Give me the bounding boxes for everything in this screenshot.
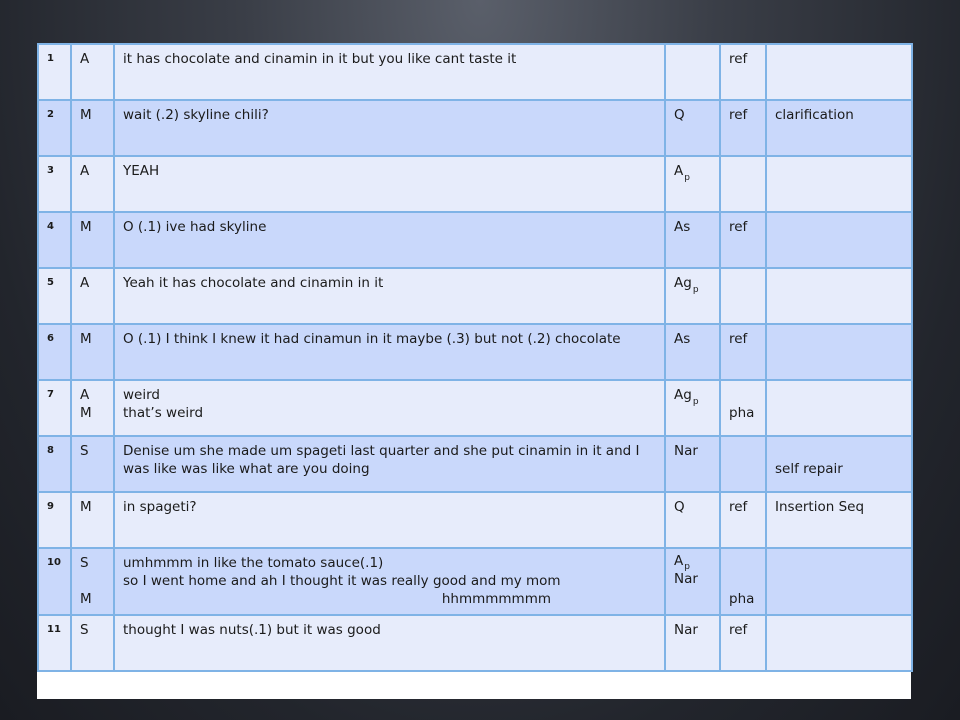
speech-act: As: [674, 219, 691, 235]
line-number: 10: [38, 548, 71, 615]
line-number: 1: [38, 44, 71, 100]
note-cell: [766, 615, 912, 671]
utterance-cell: [114, 436, 665, 492]
note: self repair: [775, 461, 843, 477]
ref-cell: [720, 324, 766, 380]
speech-act: Nar: [674, 443, 698, 459]
speaker: A: [80, 275, 90, 291]
ref-cell: [720, 548, 766, 615]
speech-act-cell: [665, 492, 720, 548]
note-cell: [766, 44, 912, 100]
speech-act-main: A: [674, 163, 684, 179]
speech-act-subscript: p: [692, 285, 699, 295]
note-cell: [766, 492, 912, 548]
speech-act-cell: [665, 268, 720, 324]
utterance-cell: [114, 268, 665, 324]
ref-cell: [720, 615, 766, 671]
ref-cell: [720, 100, 766, 156]
note-cell: [766, 156, 912, 212]
table-row: [38, 324, 912, 380]
speaker: A: [80, 51, 90, 67]
speech-act-cell: [665, 324, 720, 380]
line-number: 3: [38, 156, 71, 212]
ref-cell: [720, 492, 766, 548]
utterance-cell: [114, 492, 665, 548]
ref-code: ref: [729, 331, 748, 347]
note-cell: [766, 436, 912, 492]
table-row: [38, 380, 912, 436]
table-row: [38, 492, 912, 548]
line-number: 9: [38, 492, 71, 548]
ref-code: pha: [729, 591, 755, 607]
utterance-line: umhmmm in like the tomato sauce(.1): [123, 555, 384, 571]
speaker-cell: [71, 100, 114, 156]
speaker-cell: [71, 268, 114, 324]
line-number: 8: [38, 436, 71, 492]
speech-act-cell: [665, 615, 720, 671]
note: Insertion Seq: [775, 499, 865, 515]
table-row: [38, 212, 912, 268]
line-number: 6: [38, 324, 71, 380]
speech-act-cell: [665, 548, 720, 615]
line-number: 11: [38, 615, 71, 671]
utterance-cell: [114, 44, 665, 100]
speaker: M: [80, 107, 92, 123]
speech-act: As: [674, 331, 691, 347]
speech-act-cell: [665, 156, 720, 212]
table-row: [38, 436, 912, 492]
utterance-line: wait (.2) skyline chili?: [123, 107, 269, 123]
speech-act: [674, 554, 711, 570]
utterance-line: weird: [123, 387, 160, 403]
speaker: M: [80, 405, 92, 421]
utterance-line: O (.1) I think I knew it had cinamun in it maybe (.3) but not (.2) chocolate: [123, 331, 621, 347]
table-row: [38, 268, 912, 324]
speech-act-main: Ag: [674, 275, 692, 291]
speaker-cell: [71, 492, 114, 548]
speech-act: Nar: [674, 571, 698, 587]
ref-code: ref: [729, 622, 748, 638]
table-row: [38, 156, 912, 212]
ref-cell: [720, 212, 766, 268]
speech-act-cell: [665, 212, 720, 268]
speaker-cell: [71, 615, 114, 671]
note: clarification: [775, 107, 854, 123]
utterance-line: O (.1) ive had skyline: [123, 219, 267, 235]
ref-cell: [720, 436, 766, 492]
note-cell: [766, 100, 912, 156]
utterance-cell: [114, 100, 665, 156]
ref-cell: [720, 268, 766, 324]
note-cell: [766, 548, 912, 615]
speech-act-subscript: p: [684, 562, 690, 572]
ref-cell: [720, 380, 766, 436]
ref-cell: [720, 44, 766, 100]
speaker: S: [80, 622, 89, 638]
speaker: M: [80, 331, 92, 347]
utterance-line: hhmmmmmmm: [441, 591, 551, 607]
table-row: [38, 615, 912, 671]
utterance-cell: [114, 324, 665, 380]
speech-act: Nar: [674, 622, 698, 638]
speech-act-subscript: p: [692, 397, 699, 407]
speaker-cell: [71, 436, 114, 492]
ref-code: ref: [729, 107, 748, 123]
speaker-cell: [71, 156, 114, 212]
utterance-line: thought I was nuts(.1) but it was good: [123, 622, 381, 638]
line-number: 7: [38, 380, 71, 436]
utterance-line: Yeah it has chocolate and cinamin in it: [123, 275, 384, 291]
speech-act: Q: [674, 499, 685, 515]
speech-act-main: Ag: [674, 387, 692, 403]
speaker: M: [80, 219, 92, 235]
speaker: A: [80, 387, 90, 403]
table-row: [38, 548, 912, 615]
line-number: 2: [38, 100, 71, 156]
utterance-cell: [114, 212, 665, 268]
speaker: M: [80, 591, 92, 607]
ref-cell: [720, 156, 766, 212]
speaker: A: [80, 163, 90, 179]
speaker-cell: [71, 548, 114, 615]
speaker: M: [80, 499, 92, 515]
utterance-line: YEAH: [123, 163, 160, 179]
ref-code: pha: [729, 405, 755, 421]
table-row: [38, 44, 912, 100]
slide-sheet: [37, 43, 911, 699]
table-row: [38, 100, 912, 156]
utterance-line: that’s weird: [123, 405, 204, 421]
note-cell: [766, 380, 912, 436]
utterance-line: in spageti?: [123, 499, 197, 515]
speaker-cell: [71, 212, 114, 268]
speech-act-cell: [665, 436, 720, 492]
speech-act: [674, 162, 711, 182]
speaker: S: [80, 555, 89, 571]
speaker-cell: [71, 44, 114, 100]
speech-act-subscript: p: [684, 173, 690, 183]
ref-code: ref: [729, 499, 748, 515]
speaker-cell: [71, 380, 114, 436]
utterance-cell: [114, 156, 665, 212]
speaker-spacer: [80, 572, 105, 590]
utterance-line: Denise um she made um spageti last quarter and she put cinamin in it and I: [123, 443, 640, 459]
speech-act: [674, 274, 711, 294]
line-number: 5: [38, 268, 71, 324]
speaker: S: [80, 443, 89, 459]
note-cell: [766, 212, 912, 268]
line-number: 4: [38, 212, 71, 268]
speaker-cell: [71, 324, 114, 380]
utterance-line: so I went home and ah I thought it was really good and my mom: [123, 573, 561, 589]
utterance-cell: [114, 548, 665, 615]
note-cell: [766, 268, 912, 324]
ref-code: ref: [729, 219, 748, 235]
ref-spacer: [729, 386, 757, 404]
speech-act-cell: [665, 44, 720, 100]
note-cell: [766, 324, 912, 380]
utterance-line: was like was like what are you doing: [123, 461, 370, 477]
speech-act: Q: [674, 107, 685, 123]
transcript-table: [37, 43, 913, 672]
utterance-cell: [114, 615, 665, 671]
utterance-cell: [114, 380, 665, 436]
ref-spacer: [729, 554, 757, 590]
ref-code: ref: [729, 51, 748, 67]
utterance-line: it has chocolate and cinamin in it but you like cant taste it: [123, 51, 517, 67]
speech-act: [674, 386, 711, 406]
note-spacer: [775, 442, 903, 460]
speech-act-main: A: [674, 553, 684, 569]
speech-act-cell: [665, 100, 720, 156]
speech-act-cell: [665, 380, 720, 436]
